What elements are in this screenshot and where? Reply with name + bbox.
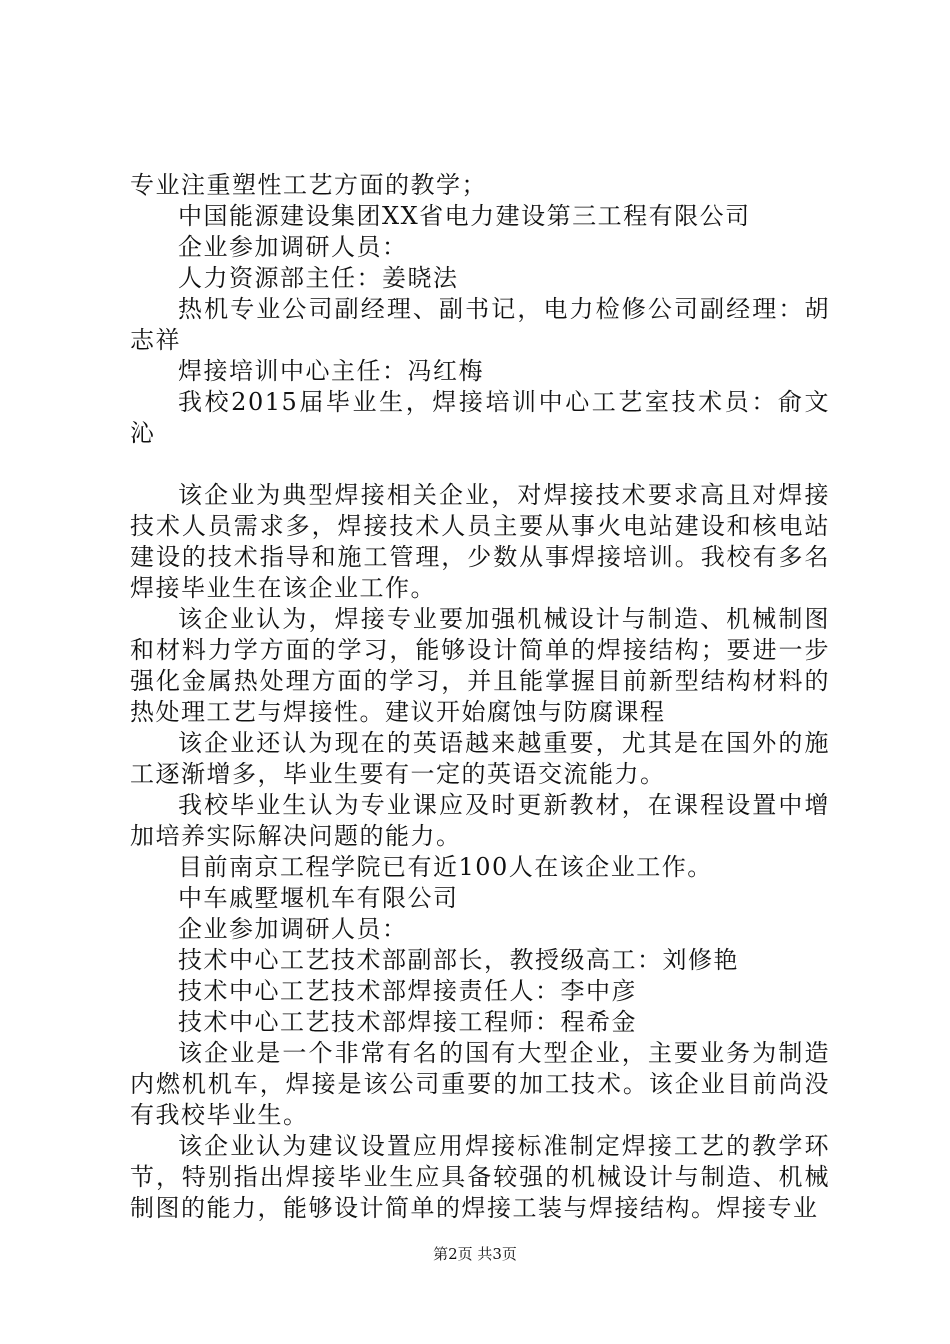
paragraph: 企业参加调研人员：: [178, 233, 408, 261]
paragraph: 我校毕业生认为专业课应及时更新教材，在课程设置中增加培养实际解决问题的能力。: [130, 791, 830, 850]
paragraph: 该企业为典型焊接相关企业，对焊接技术要求高且对焊接技术人员需求多，焊接技术人员主要从事火电站建设和核电站建设的技术指导和施工管理，少数从事焊接培训。我校有多名焊接毕业生在该企业工作。: [130, 481, 830, 602]
paragraph: 企业参加调研人员：: [178, 915, 408, 943]
paragraph: 目前南京工程学院已有近100人在该企业工作。: [178, 853, 713, 881]
paragraph: 中车戚墅堰机车有限公司: [178, 884, 459, 912]
paragraph: 焊接培训中心主任：冯红梅: [178, 357, 484, 385]
paragraph: 中国能源建设集团XX省电力建设第三工程有限公司: [178, 202, 751, 230]
paragraph: 该企业认为，焊接专业要加强机械设计与制造、机械制图和材料力学方面的学习，能够设计简单的焊接结构；要进一步强化金属热处理方面的学习，并且能掌握目前新型结构材料的热处理工艺与焊接性。建议开始腐蚀与防腐课程: [130, 605, 830, 726]
paragraph: 技术中心工艺技术部副部长，教授级高工：刘修艳: [178, 946, 739, 974]
paragraph: 该企业是一个非常有名的国有大型企业，主要业务为制造内燃机机车，焊接是该公司重要的加工技术。该企业目前尚没有我校毕业生。: [130, 1039, 830, 1129]
paragraph: 技术中心工艺技术部焊接工程师：程希金: [178, 1008, 637, 1036]
paragraph: 我校2015届毕业生，焊接培训中心工艺室技术员：俞文沁: [130, 388, 830, 447]
paragraph: 该企业还认为现在的英语越来越重要，尤其是在国外的施工逐渐增多，毕业生要有一定的英语交流能力。: [130, 729, 830, 788]
document-body: [130, 170, 830, 1224]
paragraph: 热机专业公司副经理、副书记，电力检修公司副经理：胡志祥: [130, 295, 830, 354]
paragraph: 该企业认为建议设置应用焊接标准制定焊接工艺的教学环节，特别指出焊接毕业生应具备较强的机械设计与制造、机械制图的能力，能够设计简单的焊接工装与焊接结构。焊接专业: [130, 1132, 830, 1222]
page-footer: 第2页 共3页: [433, 1245, 517, 1263]
paragraph: 人力资源部主任：姜晓法: [178, 264, 459, 292]
paragraph: 专业注重塑性工艺方面的教学；: [130, 171, 487, 199]
paragraph: 技术中心工艺技术部焊接责任人：李中彦: [178, 977, 637, 1005]
